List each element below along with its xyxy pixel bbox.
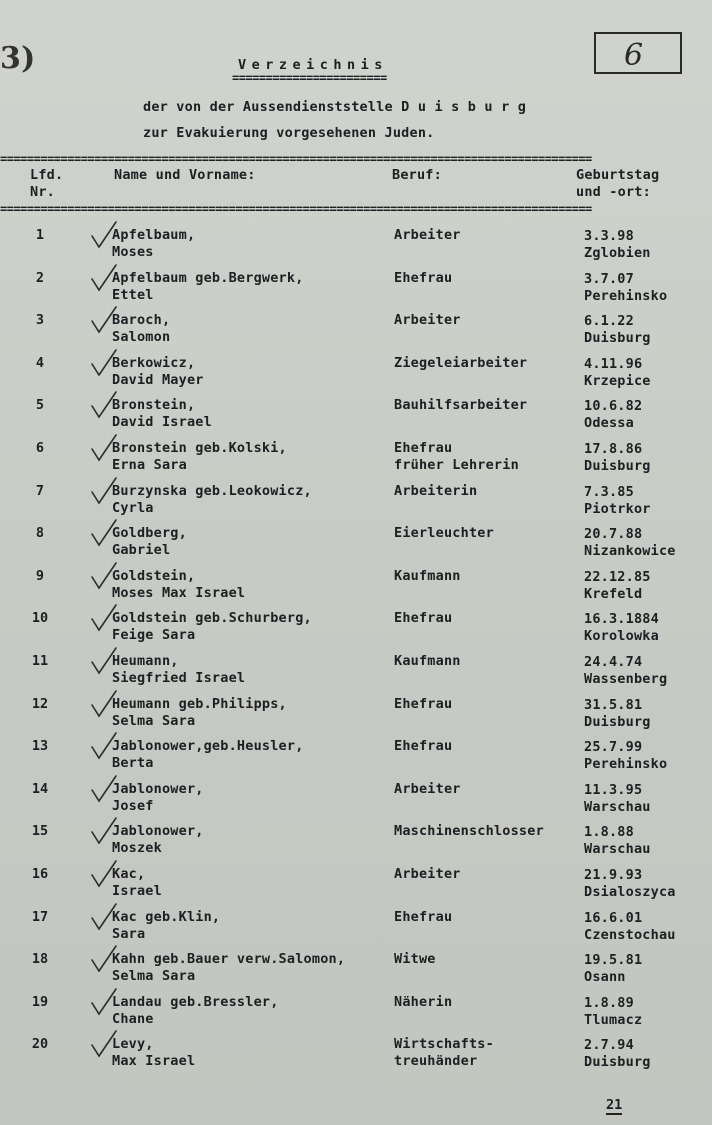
surname-line: Jablonower,geb.Heusler, bbox=[112, 738, 304, 754]
birth-place: Krefeld bbox=[584, 586, 643, 602]
occupation-line1: Ehefrau bbox=[394, 909, 453, 925]
given-name-line: Berta bbox=[112, 755, 154, 771]
row-number: 9 bbox=[35, 568, 45, 584]
row-number: 18 bbox=[31, 951, 49, 967]
check-mark-icon bbox=[90, 944, 120, 974]
given-name-line: David Mayer bbox=[112, 372, 204, 388]
given-name-line: Selma Sara bbox=[112, 713, 196, 729]
header-top-rule: ======================================================================================== bbox=[0, 156, 592, 163]
row-number: 7 bbox=[35, 483, 45, 499]
given-name-line: Erna Sara bbox=[112, 457, 187, 473]
occupation-line1: Näherin bbox=[394, 994, 453, 1010]
birth-place: Piotrkor bbox=[584, 501, 651, 517]
occupation-line1: Bauhilfsarbeiter bbox=[394, 397, 528, 413]
occupation-line1: Kaufmann bbox=[394, 568, 461, 584]
row-number: 3 bbox=[35, 312, 45, 328]
surname-line: Kac geb.Klin, bbox=[112, 909, 221, 925]
birth-date: 16.6.01 bbox=[584, 910, 643, 926]
given-name-line: Moses Max Israel bbox=[112, 585, 246, 601]
birth-place: Warschau bbox=[584, 841, 651, 857]
birth-date: 20.7.88 bbox=[584, 526, 643, 542]
given-name-line: Moses bbox=[112, 244, 154, 260]
birth-place: Duisburg bbox=[584, 458, 651, 474]
check-mark-icon bbox=[90, 646, 120, 676]
surname-line: Goldstein geb.Schurberg, bbox=[112, 610, 312, 626]
check-mark-icon bbox=[90, 433, 120, 463]
row-number: 14 bbox=[31, 781, 49, 797]
check-mark-icon bbox=[90, 305, 120, 335]
given-name-line: Salomon bbox=[112, 329, 171, 345]
box-number: 6 bbox=[624, 38, 644, 73]
surname-line: Heumann geb.Philipps, bbox=[112, 696, 287, 712]
row-number: 5 bbox=[35, 397, 45, 413]
check-mark-icon bbox=[90, 220, 120, 250]
birth-place: Nizankowice bbox=[584, 543, 676, 559]
check-mark-icon bbox=[90, 348, 120, 378]
birth-date: 10.6.82 bbox=[584, 398, 643, 414]
check-mark-icon bbox=[90, 902, 120, 932]
occupation-line1: Maschinenschlosser bbox=[394, 823, 544, 839]
row-number: 20 bbox=[31, 1036, 49, 1052]
birth-date: 16.3.1884 bbox=[584, 611, 659, 627]
check-mark-icon bbox=[90, 561, 120, 591]
check-mark-icon bbox=[90, 263, 120, 293]
given-name-line: Israel bbox=[112, 883, 162, 899]
given-name-line: Max Israel bbox=[112, 1053, 196, 1069]
surname-line: Burzynska geb.Leokowicz, bbox=[112, 483, 312, 499]
occupation-line1: Ziegeleiarbeiter bbox=[394, 355, 528, 371]
surname-line: Baroch, bbox=[112, 312, 171, 328]
given-name-line: Josef bbox=[112, 798, 154, 814]
birth-place: Perehinsko bbox=[584, 288, 668, 304]
occupation-line1: Eierleuchter bbox=[394, 525, 494, 541]
subtitle-line-1: der von der Aussendienststelle D u i s b u r g bbox=[143, 99, 527, 115]
birth-date: 24.4.74 bbox=[584, 654, 643, 670]
occupation-line1: Arbeiterin bbox=[394, 483, 478, 499]
given-name-line: Selma Sara bbox=[112, 968, 196, 984]
birth-date: 21.9.93 bbox=[584, 867, 643, 883]
given-name-line: Cyrla bbox=[112, 500, 154, 516]
birth-date: 1.8.88 bbox=[584, 824, 634, 840]
surname-line: Bronstein, bbox=[112, 397, 196, 413]
row-number: 17 bbox=[31, 909, 49, 925]
check-mark-icon bbox=[90, 859, 120, 889]
surname-line: Goldberg, bbox=[112, 525, 187, 541]
surname-line: Levy, bbox=[112, 1036, 154, 1052]
birth-place: Wassenberg bbox=[584, 671, 668, 687]
row-number: 8 bbox=[35, 525, 45, 541]
given-name-line: Moszek bbox=[112, 840, 162, 856]
col-name-header: Name und Vorname: bbox=[114, 167, 256, 183]
given-name-line: Chane bbox=[112, 1011, 154, 1027]
page-number: 21 bbox=[606, 1097, 623, 1113]
row-number: 13 bbox=[31, 738, 49, 754]
occupation-line1: Kaufmann bbox=[394, 653, 461, 669]
check-mark-icon bbox=[90, 518, 120, 548]
subtitle-line-2: zur Evakuierung vorgesehenen Juden. bbox=[143, 125, 435, 141]
surname-line: Jablonower, bbox=[112, 823, 204, 839]
row-number: 12 bbox=[31, 696, 49, 712]
row-number: 15 bbox=[31, 823, 49, 839]
document-title: Verzeichnis bbox=[238, 57, 388, 73]
row-number: 19 bbox=[31, 994, 49, 1010]
occupation-line1: Arbeiter bbox=[394, 781, 461, 797]
birth-date: 11.3.95 bbox=[584, 782, 643, 798]
header-bottom-rule: ======================================================================================== bbox=[0, 206, 592, 213]
row-number: 6 bbox=[35, 440, 45, 456]
row-number: 1 bbox=[35, 227, 45, 243]
occupation-line1: Arbeiter bbox=[394, 312, 461, 328]
birth-place: Duisburg bbox=[584, 714, 651, 730]
occupation-line1: Ehefrau bbox=[394, 610, 453, 626]
birth-date: 17.8.86 bbox=[584, 441, 643, 457]
occupation-line1: Arbeiter bbox=[394, 227, 461, 243]
birth-date: 31.5.81 bbox=[584, 697, 643, 713]
birth-place: Osann bbox=[584, 969, 626, 985]
check-mark-icon bbox=[90, 476, 120, 506]
birth-place: Odessa bbox=[584, 415, 634, 431]
birth-date: 3.3.98 bbox=[584, 228, 634, 244]
col-geburt-header-line1: Geburtstag bbox=[576, 167, 660, 183]
occupation-line1: Witwe bbox=[394, 951, 436, 967]
check-mark-icon bbox=[90, 731, 120, 761]
check-mark-icon bbox=[90, 390, 120, 420]
occupation-line2: treuhänder bbox=[394, 1053, 478, 1069]
occupation-line1: Ehefrau bbox=[394, 440, 453, 456]
surname-line: Landau geb.Bressler, bbox=[112, 994, 279, 1010]
surname-line: Kahn geb.Bauer verw.Salomon, bbox=[112, 951, 346, 967]
title-underline: ======================= bbox=[232, 74, 387, 82]
given-name-line: Gabriel bbox=[112, 542, 171, 558]
row-number: 2 bbox=[35, 270, 45, 286]
given-name-line: Feige Sara bbox=[112, 627, 196, 643]
birth-date: 25.7.99 bbox=[584, 739, 643, 755]
birth-place: Perehinsko bbox=[584, 756, 668, 772]
given-name-line: Ettel bbox=[112, 287, 154, 303]
given-name-line: Sara bbox=[112, 926, 146, 942]
row-number: 11 bbox=[31, 653, 49, 669]
birth-place: Tlumacz bbox=[584, 1012, 643, 1028]
row-number: 4 bbox=[35, 355, 45, 371]
occupation-line1: Ehefrau bbox=[394, 738, 453, 754]
col-lfd-header-line1: Lfd. bbox=[30, 167, 64, 183]
surname-line: Berkowicz, bbox=[112, 355, 196, 371]
surname-line: Bronstein geb.Kolski, bbox=[112, 440, 287, 456]
birth-date: 19.5.81 bbox=[584, 952, 643, 968]
birth-place: Dsialoszyca bbox=[584, 884, 676, 900]
birth-place: Czenstochau bbox=[584, 927, 676, 943]
surname-line: Goldstein, bbox=[112, 568, 196, 584]
birth-date: 22.12.85 bbox=[584, 569, 651, 585]
birth-date: 2.7.94 bbox=[584, 1037, 634, 1053]
birth-place: Krzepice bbox=[584, 373, 651, 389]
occupation-line1: Arbeiter bbox=[394, 866, 461, 882]
col-lfd-header-line2: Nr. bbox=[30, 184, 55, 200]
birth-place: Warschau bbox=[584, 799, 651, 815]
margin-handwritten-mark: 3) bbox=[0, 41, 36, 76]
birth-date: 6.1.22 bbox=[584, 313, 634, 329]
surname-line: Jablonower, bbox=[112, 781, 204, 797]
col-geburt-header-line2: und -ort: bbox=[576, 184, 651, 200]
birth-date: 1.8.89 bbox=[584, 995, 634, 1011]
given-name-line: David Israel bbox=[112, 414, 212, 430]
occupation-line1: Wirtschafts- bbox=[394, 1036, 494, 1052]
birth-place: Zglobien bbox=[584, 245, 651, 261]
birth-place: Korolowka bbox=[584, 628, 659, 644]
check-mark-icon bbox=[90, 603, 120, 633]
row-number: 16 bbox=[31, 866, 49, 882]
check-mark-icon bbox=[90, 689, 120, 719]
birth-date: 4.11.96 bbox=[584, 356, 643, 372]
surname-line: Apfelbaum, bbox=[112, 227, 196, 243]
surname-line: Apfelbaum geb.Bergwerk, bbox=[112, 270, 304, 286]
birth-date: 7.3.85 bbox=[584, 484, 634, 500]
col-beruf-header: Beruf: bbox=[392, 167, 442, 183]
birth-place: Duisburg bbox=[584, 330, 651, 346]
check-mark-icon bbox=[90, 774, 120, 804]
surname-line: Heumann, bbox=[112, 653, 179, 669]
surname-line: Kac, bbox=[112, 866, 146, 882]
occupation-line2: früher Lehrerin bbox=[394, 457, 519, 473]
birth-date: 3.7.07 bbox=[584, 271, 634, 287]
row-number: 10 bbox=[31, 610, 49, 626]
check-mark-icon bbox=[90, 987, 120, 1017]
check-mark-icon bbox=[90, 816, 120, 846]
birth-place: Duisburg bbox=[584, 1054, 651, 1070]
check-mark-icon bbox=[90, 1029, 120, 1059]
given-name-line: Siegfried Israel bbox=[112, 670, 246, 686]
occupation-line1: Ehefrau bbox=[394, 270, 453, 286]
occupation-line1: Ehefrau bbox=[394, 696, 453, 712]
